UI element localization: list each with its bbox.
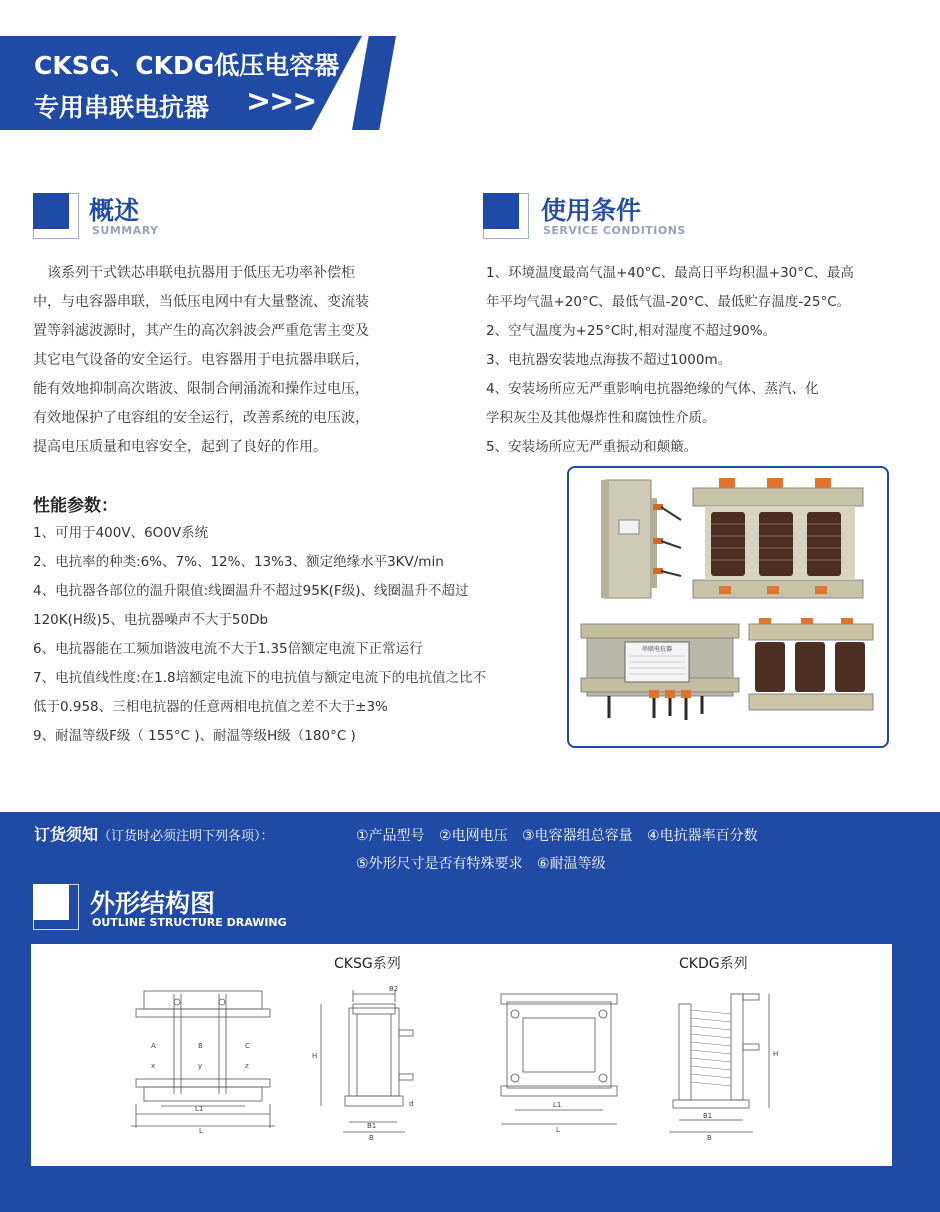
reactor-boxed-view xyxy=(581,624,739,720)
reactor-three-phase-front xyxy=(693,478,863,598)
label-A: A xyxy=(151,1042,156,1050)
label-B1-right: B1 xyxy=(703,1112,713,1120)
summary-line: 其它电气设备的安全运行。电容器用于电抗器串联后， xyxy=(33,352,369,368)
order-item: ③电容器组总容量 xyxy=(522,828,633,844)
label-B-right: B xyxy=(707,1134,712,1142)
nameplate-text: 串联电抗器 xyxy=(641,646,673,653)
label-x: x xyxy=(151,1062,156,1070)
outline-square-icon xyxy=(33,884,79,930)
series-right-label: CKDG系列 xyxy=(679,956,748,972)
label-B-left: B xyxy=(369,1134,374,1142)
label-B1-left: B1 xyxy=(367,1122,377,1130)
order-label: 订货须知 xyxy=(34,825,99,844)
conditions-line: 4、安装场所应无严重影响电抗器绝缘的气体、蒸汽、化 xyxy=(486,381,819,397)
conditions-text xyxy=(486,259,854,462)
conditions-line: 3、电抗器安装地点海拔不超过1000m。 xyxy=(486,352,732,368)
summary-subtitle: SUMMARY xyxy=(92,224,159,237)
cksg-side-drawing xyxy=(312,985,413,1142)
series-left-label: CKSG系列 xyxy=(334,956,401,972)
reactor-small-three-phase xyxy=(749,618,873,710)
order-item: ④电抗器率百分数 xyxy=(647,828,758,844)
summary-square-icon xyxy=(33,193,79,239)
outline-subtitle: OUTLINE STRUCTURE DRAWING xyxy=(92,916,287,929)
summary-line: 该系列干式铁芯串联电抗器用于低压无功率补偿柜 xyxy=(33,265,355,281)
conditions-line: 1、环境温度最高气温+40°C、最高日平均积温+30°C、最高 xyxy=(486,265,854,281)
header-stripe xyxy=(352,36,396,130)
label-B-phase: B xyxy=(198,1042,203,1050)
label-C: C xyxy=(245,1042,250,1050)
header-arrows-icon: >>> xyxy=(246,84,316,119)
label-z: z xyxy=(245,1062,249,1070)
label-B2: B2 xyxy=(389,985,399,993)
performance-text xyxy=(33,519,486,751)
reactor-side-view xyxy=(601,480,681,598)
summary-line: 提高电压质量和电容安全，起到了良好的作用。 xyxy=(33,439,327,455)
product-photo xyxy=(567,466,889,748)
outline-title: 外形结构图 xyxy=(90,889,216,918)
summary-line: 中，与电容器串联，当低压电网中有大量整流、变流装 xyxy=(33,294,369,310)
cksg-front-drawing xyxy=(131,991,275,1135)
performance-line: 1、可用于400V、6O0V系统 xyxy=(33,525,209,541)
performance-line: 120K(H级)5、电抗器噪声不大于50Db xyxy=(33,612,269,628)
order-notice xyxy=(34,822,274,845)
order-item: ⑥耐温等级 xyxy=(537,856,606,872)
header-title-line1: CKSG、CKDG低压电容器 xyxy=(34,51,340,80)
summary-text xyxy=(33,259,369,462)
conditions-square-icon xyxy=(483,193,529,239)
conditions-subtitle: SERVICE CONDITIONS xyxy=(543,224,686,237)
order-item: ⑤外形尺寸是否有特殊要求 xyxy=(356,856,523,872)
summary-line: 能有效地抑制高次谐波、限制合闸涌流和操作过电压， xyxy=(33,381,369,397)
conditions-line: 学积灰尘及其他爆炸性和腐蚀性介质。 xyxy=(486,410,716,426)
summary-title: 概述 xyxy=(89,196,140,225)
label-H-right: H xyxy=(773,1050,779,1058)
conditions-line: 年平均气温+20°C、最低气温-20°C、最低贮存温度-25°C。 xyxy=(486,294,851,310)
performance-title: 性能参数： xyxy=(33,496,118,516)
conditions-line: 5、安装场所应无严重振动和颠簸。 xyxy=(486,439,698,455)
label-L-right: L xyxy=(556,1126,560,1134)
performance-line: 7、电抗值线性度:在1.8培额定电流下的电抗值与额定电流下的电抗值之比不 xyxy=(33,670,487,686)
order-item: ②电网电压 xyxy=(439,828,508,844)
label-L: L xyxy=(199,1127,203,1135)
performance-line: 9、耐温等级F级（ 155°C )、耐温等级H级（180°C ) xyxy=(33,728,356,744)
performance-line: 4、电抗器各部位的温升限值:线圈温升不超过95K(F级)、线圈温升不超过 xyxy=(33,583,469,599)
label-L1-right: L1 xyxy=(553,1101,562,1109)
header-title-line2: 专用串联电抗器 xyxy=(34,93,210,122)
conditions-line: 2、空气温度为+25°C时,相对湿度不超过90%。 xyxy=(486,323,777,339)
summary-line: 置等斜滤波源时，其产生的高次斜波会严重危害主变及 xyxy=(33,323,369,339)
order-items xyxy=(356,822,768,878)
performance-line: 6、电抗器能在工频加谐波电流不大于1.35倍额定电流下正常运行 xyxy=(33,641,423,657)
ckdg-side-drawing xyxy=(669,994,778,1142)
performance-line: 2、电抗率的种类:6%、7%、12%、13%3、额定绝缘水平3KV/min xyxy=(33,554,444,570)
ckdg-front-drawing xyxy=(501,994,617,1134)
performance-line: 低于0.958、三相电抗器的任意两相电抗值之差不大于±3% xyxy=(33,699,388,715)
summary-line: 有效地保护了电容组的安全运行，改善系统的电压波， xyxy=(33,410,369,426)
label-y: y xyxy=(198,1062,203,1070)
order-item: ①产品型号 xyxy=(356,828,425,844)
outline-drawing-panel xyxy=(31,944,892,1166)
conditions-title: 使用条件 xyxy=(541,196,642,225)
label-d: d xyxy=(409,1100,414,1108)
label-L1: L1 xyxy=(195,1105,204,1113)
label-H-left: H xyxy=(312,1052,318,1060)
order-note: （订货时必须注明下列各项）： xyxy=(98,829,274,844)
